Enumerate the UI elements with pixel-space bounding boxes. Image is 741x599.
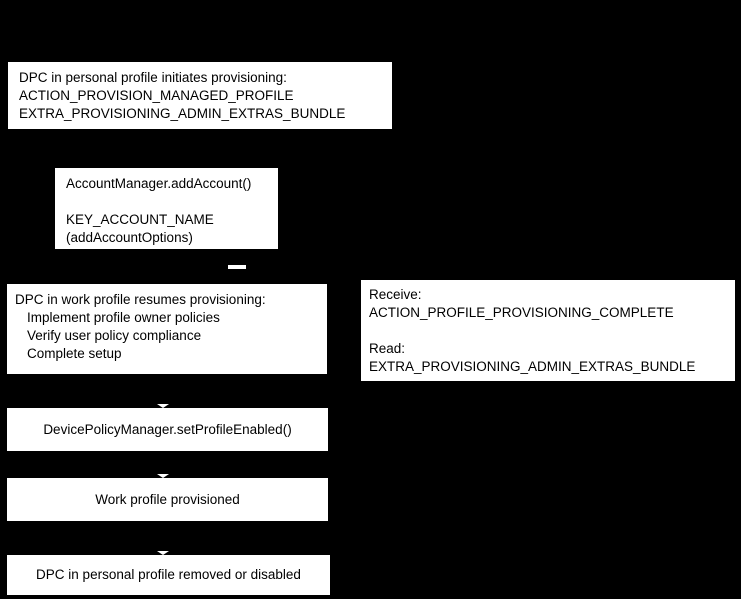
box-text-line: Verify user policy compliance (27, 328, 202, 343)
box-text-line: DevicePolicyManager.setProfileEnabled() (43, 421, 292, 437)
box-text-line: DPC in personal profile removed or disabled (36, 567, 301, 582)
arrowhead-artifact-icon (228, 265, 246, 269)
box-text-line: (addAccountOptions) (66, 230, 193, 245)
flow-box-set-profile-enabled (7, 408, 328, 451)
flow-box-dpc-resumes-provisioning (7, 284, 327, 374)
box-text-line: ACTION_PROVISION_MANAGED_PROFILE (19, 88, 294, 103)
box-text-line: KEY_ACCOUNT_NAME (66, 212, 214, 227)
box-text-line: AccountManager.addAccount() (66, 176, 252, 191)
box-text-line: Implement profile owner policies (27, 310, 220, 325)
box-text-line-blank (369, 322, 735, 340)
flow-box-work-profile-provisioned (7, 478, 328, 521)
box-text-line: EXTRA_PROVISIONING_ADMIN_EXTRAS_BUNDLE (19, 106, 346, 121)
box-text-line: Complete setup (27, 346, 122, 361)
box-text-line: DPC in work profile resumes provisioning: (15, 292, 266, 307)
box-text-line: EXTRA_PROVISIONING_ADMIN_EXTRAS_BUNDLE (369, 359, 696, 374)
box-text-line-blank (66, 193, 278, 211)
box-text-line: Read: (369, 341, 406, 356)
flow-box-dpc-initiates-provisioning (8, 62, 392, 129)
box-text-line: DPC in personal profile initiates provisioning: (19, 70, 287, 85)
box-text-line: Work profile provisioned (95, 491, 240, 507)
flow-box-dpc-removed-or-disabled (7, 555, 330, 595)
box-text-line: Receive: (369, 287, 422, 302)
flow-box-receive-read-broadcast (361, 280, 735, 381)
flow-box-account-manager-add-account (55, 168, 278, 249)
box-text-line: ACTION_PROFILE_PROVISIONING_COMPLETE (369, 305, 674, 320)
